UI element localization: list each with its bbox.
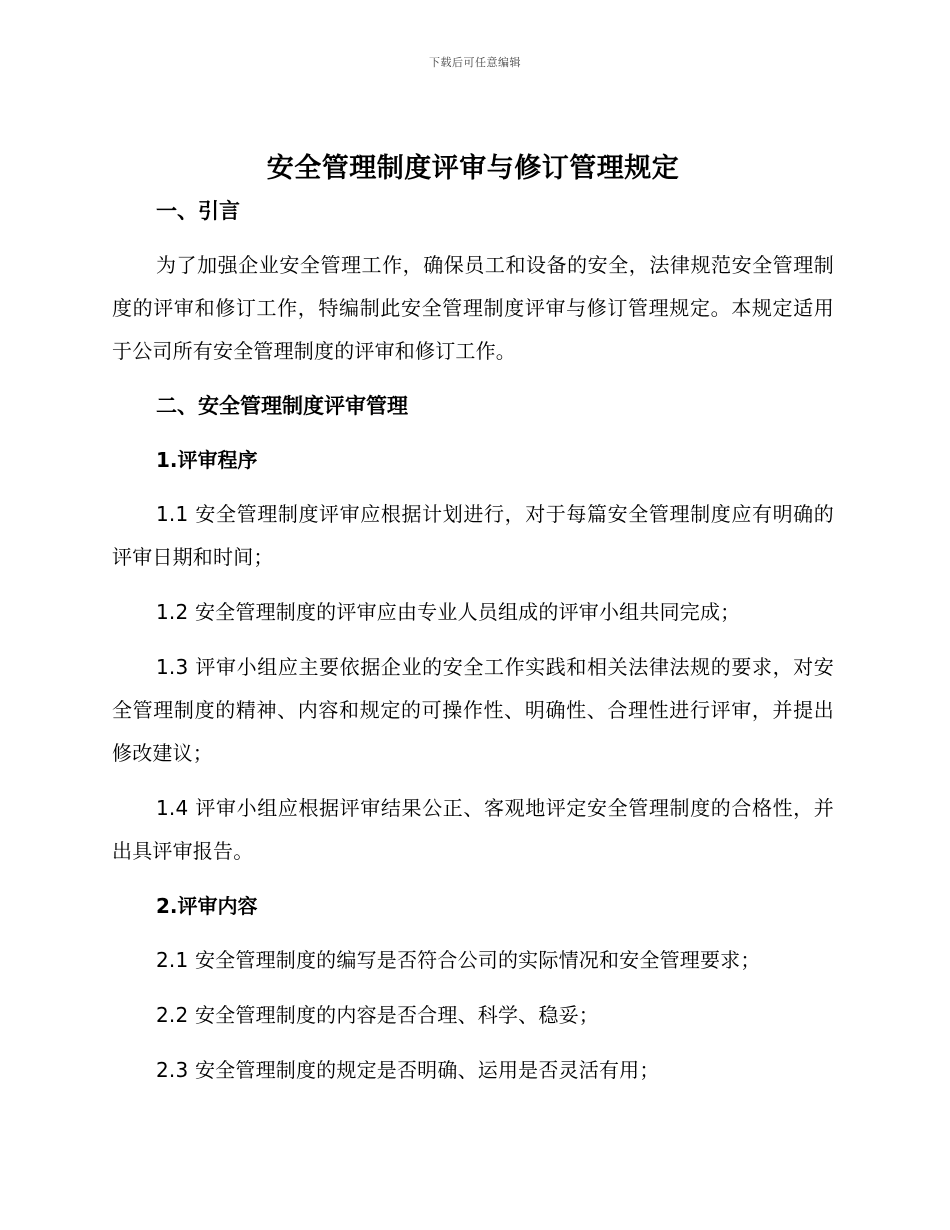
subsection-heading-procedure: 1.评审程序 <box>156 448 258 472</box>
document-title: 安全管理制度评审与修订管理规定 <box>266 153 680 184</box>
spacer <box>112 1037 834 1049</box>
intro-paragraph: 为了加强企业安全管理工作，确保员工和设备的安全，法律规范安全管理制度的评审和修订工作，特编制此安全管理制度评审与修订管理规定。本规定适用于公司所有安全管理制度的评审和修订工作。 <box>112 253 834 363</box>
spacer <box>112 579 834 591</box>
spacer <box>112 873 834 885</box>
procedure-item: 1.1 安全管理制度评审应根据计划进行，对于每篇安全管理制度应有明确的评审日期和时间； <box>112 502 834 569</box>
procedure-item: 1.2 安全管理制度的评审应由专业人员组成的评审小组共同完成； <box>156 600 741 624</box>
content-item: 2.2 安全管理制度的内容是否合理、科学、稳妥； <box>156 1003 599 1027</box>
content-item: 2.1 安全管理制度的编写是否符合公司的实际情况和安全管理要求； <box>156 948 761 972</box>
procedure-item: 1.4 评审小组应根据评审结果公正、客观地评定安全管理制度的合格性，并出具评审报告。 <box>112 796 834 863</box>
section-heading-review: 二、安全管理制度评审管理 <box>156 394 408 418</box>
document-body <box>112 148 834 1092</box>
spacer <box>112 927 834 939</box>
procedure-item: 1.3 评审小组应主要依据企业的安全工作实践和相关法律法规的要求，对安全管理制度的精神、内容和规定的可操作性、明确性、合理性进行评审，并提出修改建议； <box>112 655 834 765</box>
spacer <box>112 427 834 439</box>
content-item: 2.3 安全管理制度的规定是否明确、运用是否灵活有用； <box>156 1058 660 1082</box>
spacer <box>112 775 834 787</box>
subsection-heading-content: 2.评审内容 <box>156 894 258 918</box>
spacer <box>112 232 834 244</box>
spacer <box>112 982 834 994</box>
spacer <box>112 481 834 493</box>
section-heading-intro: 一、引言 <box>156 199 240 223</box>
spacer <box>112 373 834 385</box>
header-note: 下载后可任意编辑 <box>429 56 521 69</box>
spacer <box>112 634 834 646</box>
